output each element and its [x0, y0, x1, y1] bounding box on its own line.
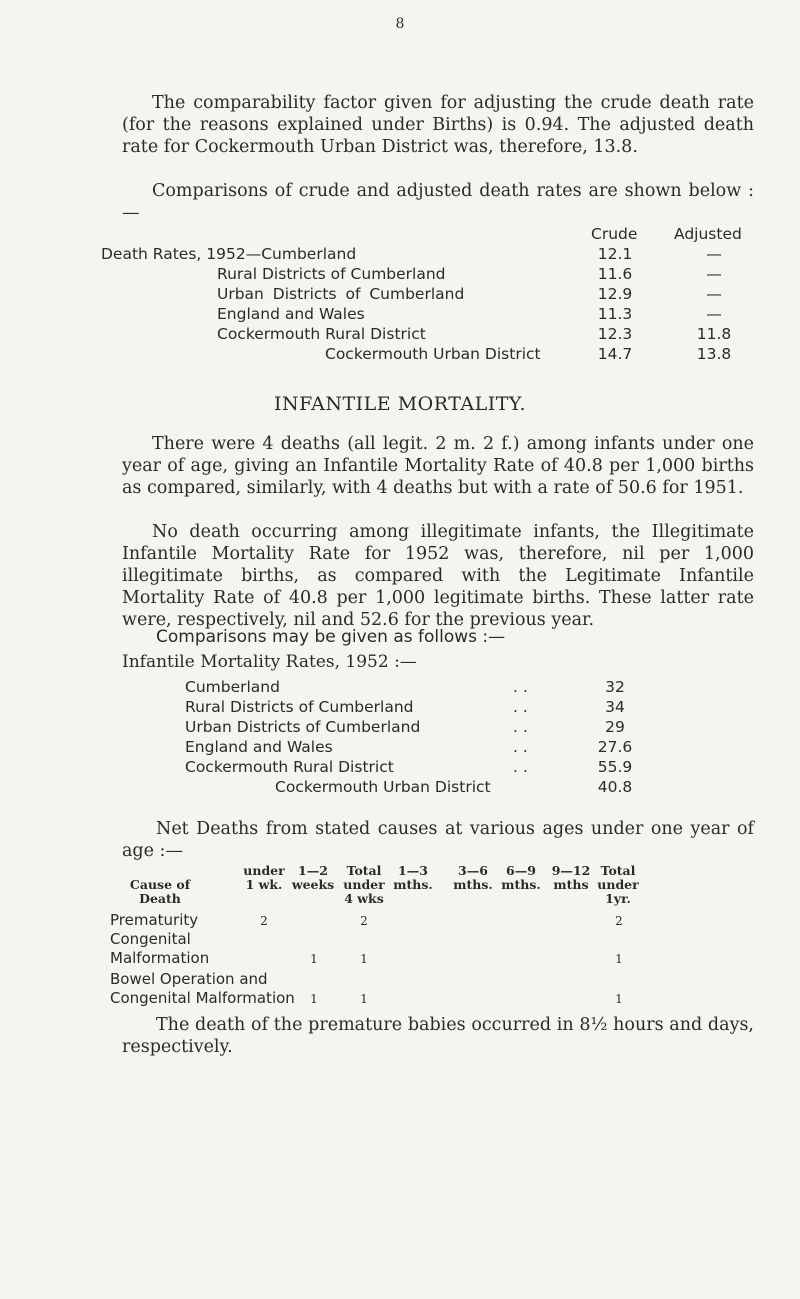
death-rate-crude: 12.3 [597, 325, 633, 343]
header-total-under-1yr [592, 864, 644, 906]
imr-value: 29 [605, 718, 625, 736]
death-rate-adjusted: — [706, 245, 722, 263]
death-rate-label: Cockermouth Urban District [325, 345, 541, 363]
header-line: 6—9 [506, 863, 536, 878]
header-line: 1yr. [605, 891, 631, 906]
paragraph-comparability: The comparability factor given for adjusting the crude death rate (for the reasons explained under Births) is 0.94. The adjusted death rate for Cockermouth Urban District was, therefore, 13.8. [122, 93, 754, 157]
imr-value: 32 [605, 678, 625, 696]
header-line: Total [346, 863, 382, 878]
death-rate-crude: 14.7 [597, 345, 633, 363]
col-header-crude: Crude [591, 225, 638, 243]
imr-title: Infantile Mortality Rates, 1952 :— [122, 652, 417, 672]
imr-value: 34 [605, 698, 625, 716]
header-line: 1—3 [398, 863, 428, 878]
imr-dots: . . [513, 698, 528, 716]
death-rate-label: England and Wales [217, 305, 365, 323]
death-rate-adjusted: 13.8 [696, 345, 732, 363]
death-rate-crude: 12.1 [597, 245, 633, 263]
cell-total-under-1yr: 2 [615, 914, 623, 928]
comparisons-intro: Comparisons may be given as follows :— [156, 627, 506, 647]
cause-line: Malformation [110, 949, 210, 967]
header-1-2-weeks [290, 864, 336, 892]
imr-value: 55.9 [597, 758, 633, 776]
cell-1-2-weeks: 1 [310, 952, 318, 966]
imr-value: 27.6 [597, 738, 633, 756]
imr-label: Cockermouth Urban District [275, 778, 491, 796]
death-rate-label: Urban Districts of Cumberland [217, 285, 465, 303]
imr-dots: . . [513, 758, 528, 776]
cell-total-under-4wks: 1 [360, 952, 368, 966]
header-line: under [243, 863, 285, 878]
cause-line: Congenital [110, 930, 191, 948]
cell-under-1wk: 2 [260, 914, 268, 928]
header-cause-line: Death [139, 891, 181, 906]
death-rate-crude: 11.6 [597, 265, 633, 283]
cell-total-under-1yr: 1 [615, 952, 623, 966]
header-line: 1—2 [298, 863, 328, 878]
paragraph-illegitimate: No death occurring among illegitimate infants, the Illegitimate Infantile Mortality Rate for 1952 was, therefore, nil per 1,000 illegitimate births, as compared with the Legitimate Infantile Mortality Rate of 40.8 per 1,000 legitimate births. These latter rate were, respectively, nil and 52.6 for the previous year. [122, 522, 754, 630]
cell-total-under-1yr: 1 [615, 992, 623, 1006]
header-6-9-mths [500, 864, 542, 892]
death-rate-label: Cockermouth Rural District [217, 325, 426, 343]
death-rate-adjusted: — [706, 265, 722, 283]
cause-line: Bowel Operation and [110, 970, 268, 988]
header-9-12-mths [546, 864, 596, 892]
header-under-1wk [242, 864, 286, 892]
header-line: 1 wk. [245, 877, 283, 892]
imr-label: England and Wales [185, 738, 333, 756]
paragraph-comparisons-intro: Comparisons of crude and adjusted death rates are shown below :— [122, 181, 754, 223]
page-number: 8 [395, 16, 405, 32]
cause-line: Congenital Malformation [110, 989, 295, 1007]
header-line: mths. [453, 877, 493, 892]
header-line: under [597, 877, 639, 892]
death-rate-label: Death Rates, 1952—Cumberland [101, 245, 357, 263]
cause-label [110, 970, 295, 1008]
header-3-6-mths [452, 864, 494, 892]
header-line: mths. [393, 877, 433, 892]
death-rate-crude: 11.3 [597, 305, 633, 323]
header-cause-line: Cause of [129, 877, 191, 892]
imr-value: 40.8 [597, 778, 633, 796]
header-line: Total [600, 863, 636, 878]
imr-label: Cockermouth Rural District [185, 758, 394, 776]
header-line: 9—12 [551, 863, 591, 878]
header-line: 3—6 [458, 863, 488, 878]
cause-label: Prematurity [110, 911, 199, 929]
cell-total-under-4wks: 2 [360, 914, 368, 928]
header-total-under-4wks [340, 864, 388, 906]
cell-1-2-weeks: 1 [310, 992, 318, 1006]
death-rate-label: Rural Districts of Cumberland [217, 265, 446, 283]
header-line: mths [553, 877, 589, 892]
death-rate-crude: 12.9 [597, 285, 633, 303]
imr-label: Urban Districts of Cumberland [185, 718, 421, 736]
cause-label [110, 930, 209, 968]
death-rate-adjusted: — [706, 305, 722, 323]
paragraph-premature-babies: The death of the premature babies occurred in 8½ hours and days, respectively. [122, 1015, 754, 1057]
section-heading: INFANTILE MORTALITY. [274, 393, 526, 415]
paragraph-net-deaths: Net Deaths from stated causes at various ages under one year of age :— [122, 819, 754, 861]
cell-total-under-4wks: 1 [360, 992, 368, 1006]
death-rate-adjusted: — [706, 285, 722, 303]
imr-label: Cumberland [185, 678, 280, 696]
imr-dots: . . [513, 718, 528, 736]
header-line: 4 wks [344, 891, 384, 906]
imr-dots: . . [513, 738, 528, 756]
imr-label: Rural Districts of Cumberland [185, 698, 414, 716]
col-header-adjusted: Adjusted [674, 225, 742, 243]
header-line: under [343, 877, 385, 892]
death-rate-adjusted: 11.8 [696, 325, 732, 343]
header-line: weeks [291, 877, 335, 892]
header-line: mths. [501, 877, 541, 892]
paragraph-infant-deaths: There were 4 deaths (all legit. 2 m. 2 f.) among infants under one year of age, giving an Infantile Mortality Rate of 40.8 per 1,000 births as compared, similarly, with 4 deaths but with a rate of 50.6 for 1951. [122, 434, 754, 498]
imr-dots: . . [513, 678, 528, 696]
header-cause [110, 878, 210, 906]
header-1-3-mths [392, 864, 434, 892]
